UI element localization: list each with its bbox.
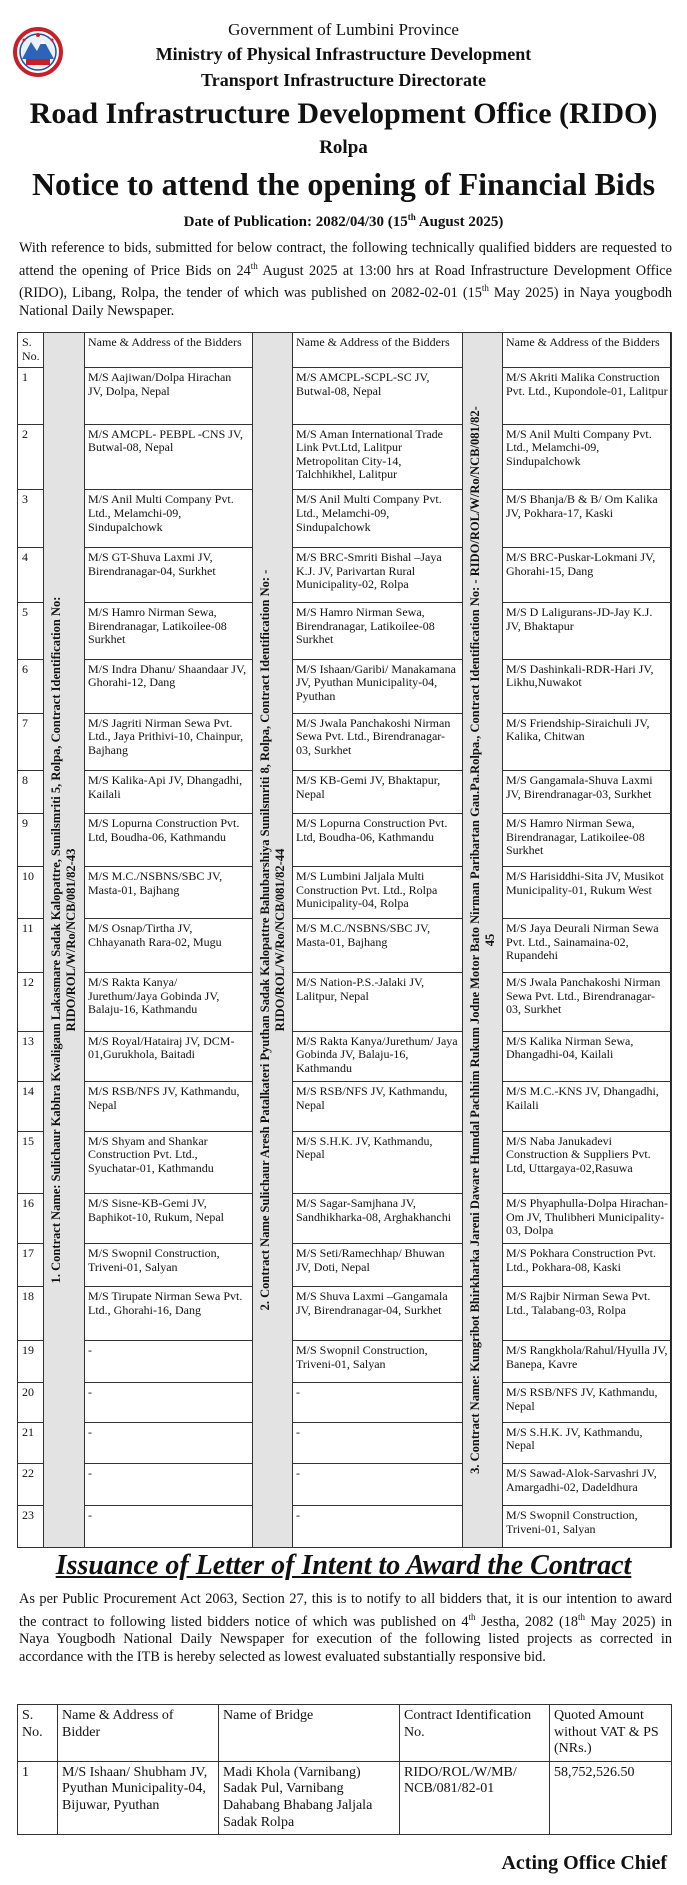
- bidder-cell: M/S Gangamala-Shuva Laxmi JV, Birendranagar-03, Surkhet: [503, 771, 672, 814]
- bidder-cell: -: [293, 1506, 463, 1548]
- bidder-cell: M/S AMCPL- PEBPL -CNS JV, Butwal-08, Nepal: [85, 424, 253, 490]
- bidder-cell: M/S Sisne-KB-Gemi JV, Baphikot-10, Rukum, Nepal: [85, 1193, 253, 1244]
- bidder-cell: M/S Naba Janukadevi Construction & Suppliers Pvt. Ltd, Uttargaya-02,Rasuwa: [503, 1131, 672, 1193]
- table-header-row: [18, 333, 672, 368]
- table-row: [18, 867, 672, 919]
- bidder-cell: M/S M.C.-KNS JV, Dhangadhi, Kailali: [503, 1082, 672, 1132]
- bid-table-frame: [17, 332, 671, 1548]
- bidder-cell: M/S Bhanja/B & B/ Om Kalika JV, Pokhara-17, Kaski: [503, 490, 672, 548]
- serial-number: 3: [18, 490, 44, 548]
- serial-number: 5: [18, 603, 44, 659]
- loi-cell: RIDO/ROL/W/MB/ NCB/081/82-01: [400, 1761, 550, 1834]
- serial-number: 12: [18, 973, 44, 1032]
- table-row: [18, 713, 672, 771]
- loi-cell: M/S Ishaan/ Shubham JV, Pyuthan Municipality-04, Bijuwar, Pyuthan: [58, 1761, 219, 1834]
- table-row: [18, 424, 672, 490]
- serial-number: 22: [18, 1464, 44, 1506]
- bidder-cell: M/S BRC-Smriti Bishal –Jaya K.J. JV, Parivartan Rural Municipality-02, Rolpa: [293, 547, 463, 602]
- table-row: [18, 973, 672, 1032]
- district-name: Rolpa: [319, 137, 368, 158]
- bidder-cell: M/S Sagar-Samjhana JV, Sandhikharka-08, Arghakhanchi: [293, 1193, 463, 1244]
- serial-number: 9: [18, 814, 44, 867]
- contract-3-name-band: [463, 333, 503, 1548]
- bidder-cell: M/S M.C./NSBNS/SBC JV, Masta-01, Bajhang: [85, 867, 253, 919]
- serial-number: 23: [18, 1506, 44, 1548]
- bidder-cell: M/S Rajbir Nirman Sewa Pvt. Ltd., Talabang-03, Rolpa: [503, 1287, 672, 1341]
- serial-number: 1: [18, 368, 44, 424]
- serial-number: 20: [18, 1383, 44, 1422]
- bidder-column-header: Name & Address of the Bidders: [293, 333, 463, 368]
- bidder-cell: M/S Nation-P.S.-Jalaki JV, Lalitpur, Nepal: [293, 973, 463, 1032]
- contract-3-label: 3. Contract Name: Kungribot Bhirkharka Jareni Daware Humdal Pachhim Rukum Jodne Motor Bato Nirman Paribartan Gau.Pa.Rolpa., Contract Identification No: - RIDO/ROL/W/Ro/NCB/081/82-45: [467, 406, 497, 1474]
- bidder-cell: M/S Aman International Trade Link Pvt.Ltd, Lalitpur Metropolitan City-14, Talchhikhel, Lalitpur: [293, 424, 463, 490]
- bidder-cell: -: [85, 1464, 253, 1506]
- bidder-cell: -: [85, 1383, 253, 1422]
- serial-number: 8: [18, 771, 44, 814]
- bidder-cell: M/S Jaya Deurali Nirman Sewa Pvt. Ltd., Sainamaina-02, Rupandehi: [503, 918, 672, 972]
- directorate-name: Transport Infrastructure Directorate: [201, 70, 486, 90]
- bidder-cell: M/S Hamro Nirman Sewa, Birendranagar, Latikoilee-08 Surkhet: [503, 814, 672, 867]
- bidder-cell: M/S Swopnil Construction, Triveni-01, Salyan: [293, 1341, 463, 1383]
- contract-1-label: 1. Contract Name: Sulichaur Kabhra Kwaligaun Lakasmare Sadak Kalopattre, Sunilsmriti 5, Rolpa, Contract Identification No: RIDO/ROL/W/Ro/NCB/081/82-43: [49, 596, 78, 1284]
- bidder-cell: M/S Rakta Kanya/Jurethum/ Jaya Gobinda JV, Balaju-16, Kathmandu: [293, 1031, 463, 1082]
- bidder-cell: M/S Hamro Nirman Sewa, Birendranagar, Latikoilee-08 Surkhet: [85, 603, 253, 659]
- bidder-cell: M/S Friendship-Siraichuli JV, Kalika, Chitwan: [503, 713, 672, 771]
- bidder-cell: M/S Pokhara Construction Pvt. Ltd., Pokhara-08, Kaski: [503, 1244, 672, 1287]
- government-name: Government of Lumbini Province: [228, 20, 459, 39]
- bidder-cell: M/S Lopurna Construction Pvt. Ltd, Boudha-06, Kathmandu: [293, 814, 463, 867]
- serial-number: 13: [18, 1031, 44, 1082]
- bidder-cell: M/S Phyaphulla-Dolpa Hirachan-Om JV, Thulibheri Municipality-03, Dolpa: [503, 1193, 672, 1244]
- bidder-cell: M/S GT-Shuva Laxmi JV, Birendranagar-04, Surkhet: [85, 547, 253, 602]
- contract-2-label: 2. Contract Name Sulichaur Aresh Patalkateri Pyuthan Sadak Kalopattre Bahubarshiya Sunilsmriti 8, Rolpa, Contract Identification No: - RIDO/ROL/W/Ro/NCB/081/82-44: [257, 569, 287, 1311]
- table-row: [18, 547, 672, 602]
- table-row: [18, 368, 672, 424]
- table-row: [18, 1464, 672, 1506]
- serial-number: 18: [18, 1287, 44, 1341]
- serial-number: 11: [18, 918, 44, 972]
- bidder-cell: M/S Kalika Nirman Sewa, Dhangadhi-04, Kailali: [503, 1031, 672, 1082]
- signature-title: Acting Office Chief: [501, 1852, 667, 1874]
- table-row: [18, 1422, 672, 1464]
- table-row: [18, 659, 672, 713]
- serial-number: 21: [18, 1422, 44, 1464]
- bidder-cell: M/S Akriti Malika Construction Pvt. Ltd., Kupondole-01, Lalitpur: [503, 368, 672, 424]
- loi-cell: 58,752,526.50: [550, 1761, 672, 1834]
- bidder-column-header: Name & Address of the Bidders: [503, 333, 672, 368]
- bidder-cell: M/S Osnap/Tirtha JV, Chhayanath Rara-02, Mugu: [85, 918, 253, 972]
- bidder-cell: M/S Swopnil Construction, Triveni-01, Salyan: [503, 1506, 672, 1548]
- serial-number: 15: [18, 1131, 44, 1193]
- bidder-cell: -: [293, 1422, 463, 1464]
- bidder-cell: -: [85, 1422, 253, 1464]
- bidder-cell: M/S Jwala Panchakoshi Nirman Sewa Pvt. Ltd., Birendranagar-03, Surkhet: [503, 973, 672, 1032]
- table-row: [18, 1244, 672, 1287]
- table-row: [18, 1193, 672, 1244]
- loi-column-header: Quoted Amount without VAT & PS (NRs.): [550, 1705, 672, 1762]
- notice-title: Notice to attend the opening of Financial Bids: [31, 166, 656, 202]
- bidder-cell: -: [293, 1464, 463, 1506]
- serial-number: 10: [18, 867, 44, 919]
- bidder-cell: M/S D Laligurans-JD-Jay K.J. JV, Bhaktapur: [503, 603, 672, 659]
- bidder-column-header: Name & Address of the Bidders: [85, 333, 253, 368]
- bidder-cell: M/S Anil Multi Company Pvt. Ltd., Melamchi-09, Sindupalchowk: [503, 424, 672, 490]
- contract-1-name-band: [44, 333, 85, 1548]
- bidder-cell: M/S Lopurna Construction Pvt. Ltd, Boudha-06, Kathmandu: [85, 814, 253, 867]
- loi-paragraph: As per Public Procurement Act 2063, Section 27, this is to notify to all bidders that, it is our intention to award the contract to following listed bidders notice of which was published on 4th Jestha, 2082 (18th May 2025) in Naya Yougbodh National Daily Newspaper for execution of the following listed projects as corrected in accordance with the ITB is hereby selected as lowest evaluated substantially responsive bid.: [19, 1591, 673, 1665]
- bidder-cell: M/S Kalika-Api JV, Dhangadhi, Kailali: [85, 771, 253, 814]
- table-row: [18, 814, 672, 867]
- loi-cell: 1: [18, 1761, 58, 1834]
- bidder-cell: M/S S.H.K. JV, Kathmandu, Nepal: [503, 1422, 672, 1464]
- loi-award-table: [17, 1704, 672, 1835]
- bidder-cell: M/S Lumbini Jaljala Multi Construction Pvt. Ltd., Rolpa Municipality-04, Rolpa: [293, 867, 463, 919]
- loi-column-header: Name & Address of Bidder: [58, 1705, 219, 1762]
- table-row: [18, 1383, 672, 1422]
- serial-number: 19: [18, 1341, 44, 1383]
- table-row: [18, 1341, 672, 1383]
- table-row: [18, 1131, 672, 1193]
- bidder-cell: M/S Swopnil Construction, Triveni-01, Salyan: [85, 1244, 253, 1287]
- loi-section-title: Issuance of Letter of Intent to Award the Contract: [55, 1550, 632, 1581]
- bidder-cell: M/S Tirupate Nirman Sewa Pvt. Ltd., Ghorahi-16, Dang: [85, 1287, 253, 1341]
- bidder-cell: M/S Rakta Kanya/ Jurethum/Jaya Gobinda JV, Balaju-16, Kathmandu: [85, 973, 253, 1032]
- bidder-cell: M/S Sawad-Alok-Sarvashri JV, Amargadhi-02, Dadeldhura: [503, 1464, 672, 1506]
- bidder-cell: M/S Royal/Hatairaj JV, DCM-01,Gurukhola, Baitadi: [85, 1031, 253, 1082]
- table-row: [18, 1287, 672, 1341]
- serial-number: 16: [18, 1193, 44, 1244]
- bidder-cell: M/S Indra Dhanu/ Shaandaar JV, Ghorahi-12, Dang: [85, 659, 253, 713]
- table-row: [18, 1506, 672, 1548]
- publication-date: Date of Publication: 2082/04/30 (15th August 2025): [183, 212, 504, 230]
- bidder-cell: M/S Seti/Ramechhap/ Bhuwan JV, Doti, Nepal: [293, 1244, 463, 1287]
- technically-qualified-bidders-table: [17, 332, 672, 1548]
- loi-column-header: Name of Bridge: [219, 1705, 400, 1762]
- office-name: Road Infrastructure Development Office (RIDO): [29, 97, 658, 130]
- serial-number: 2: [18, 424, 44, 490]
- bidder-cell: M/S Hamro Nirman Sewa, Birendranagar, Latikoilee-08 Surkhet: [293, 603, 463, 659]
- bidder-cell: M/S BRC-Puskar-Lokmani JV, Ghorahi-15, Dang: [503, 547, 672, 602]
- serial-number: 14: [18, 1082, 44, 1132]
- ministry-name: Ministry of Physical Infrastructure Development: [155, 44, 532, 64]
- table-row: [18, 771, 672, 814]
- serial-number: 4: [18, 547, 44, 602]
- bidder-cell: M/S Anil Multi Company Pvt. Ltd., Melamchi-09, Sindupalchowk: [85, 490, 253, 548]
- loi-column-header: S. No.: [18, 1705, 58, 1762]
- intro-paragraph: With reference to bids, submitted for below contract, the following technically qualified bidders are requested to attend the opening of Price Bids on 24th August 2025 at 13:00 hrs at Road Infrastructure Development Office (RIDO), Libang, Rolpa, the tender of which was published on 2082-02-01 (15th May 2025) in Naya yougbodh National Daily Newspaper.: [19, 240, 672, 319]
- serial-number: 7: [18, 713, 44, 771]
- loi-cell: Madi Khola (Varnibang) Sadak Pul, Varnibang Dahabang Bhabang Jaljala Sadak Rolpa: [219, 1761, 400, 1834]
- table-row: [18, 603, 672, 659]
- table-row: [18, 1031, 672, 1082]
- bidder-cell: M/S Jwala Panchakoshi Nirman Sewa Pvt. Ltd., Birendranagar-03, Surkhet: [293, 713, 463, 771]
- bidder-cell: M/S AMCPL-SCPL-SC JV, Butwal-08, Nepal: [293, 368, 463, 424]
- bidder-cell: M/S RSB/NFS JV, Kathmandu, Nepal: [293, 1082, 463, 1132]
- bidder-cell: M/S Jagriti Nirman Sewa Pvt. Ltd., Jaya Prithivi-10, Chainpur, Bajhang: [85, 713, 253, 771]
- bidder-cell: -: [85, 1506, 253, 1548]
- serial-number: 17: [18, 1244, 44, 1287]
- bidder-cell: M/S Anil Multi Company Pvt. Ltd., Melamchi-09, Sindupalchowk: [293, 490, 463, 548]
- bidder-cell: M/S Rangkhola/Rahul/Hyulla JV, Banepa, Kavre: [503, 1341, 672, 1383]
- bidder-cell: M/S Shyam and Shankar Construction Pvt. Ltd., Syuchatar-01, Kathmandu: [85, 1131, 253, 1193]
- bidder-cell: M/S M.C./NSBNS/SBC JV, Masta-01, Bajhang: [293, 918, 463, 972]
- loi-header-row: [18, 1705, 672, 1762]
- bidder-cell: -: [293, 1383, 463, 1422]
- serial-number: 6: [18, 659, 44, 713]
- bidder-cell: M/S Ishaan/Garibi/ Manakamana JV, Pyuthan Municipality-04, Pyuthan: [293, 659, 463, 713]
- bidder-cell: M/S RSB/NFS JV, Kathmandu, Nepal: [503, 1383, 672, 1422]
- loi-table-row: [18, 1761, 672, 1834]
- bidder-cell: M/S RSB/NFS JV, Kathmandu, Nepal: [85, 1082, 253, 1132]
- contract-2-name-band: [253, 333, 293, 1548]
- bidder-cell: M/S KB-Gemi JV, Bhaktapur, Nepal: [293, 771, 463, 814]
- bidder-cell: M/S Dashinkali-RDR-Hari JV, Likhu,Nuwakot: [503, 659, 672, 713]
- loi-column-header: Contract Identification No.: [400, 1705, 550, 1762]
- bidder-cell: M/S Harisiddhi-Sita JV, Musikot Municipality-01, Rukum West: [503, 867, 672, 919]
- bidder-cell: M/S S.H.K. JV, Kathmandu, Nepal: [293, 1131, 463, 1193]
- table-row: [18, 490, 672, 548]
- bidder-cell: -: [85, 1341, 253, 1383]
- bidder-cell: M/S Aajiwan/Dolpa Hirachan JV, Dolpa, Nepal: [85, 368, 253, 424]
- sn-header: S. No.: [18, 333, 44, 368]
- table-row: [18, 918, 672, 972]
- bidder-cell: M/S Shuva Laxmi –Gangamala JV, Birendranagar-04, Surkhet: [293, 1287, 463, 1341]
- table-row: [18, 1082, 672, 1132]
